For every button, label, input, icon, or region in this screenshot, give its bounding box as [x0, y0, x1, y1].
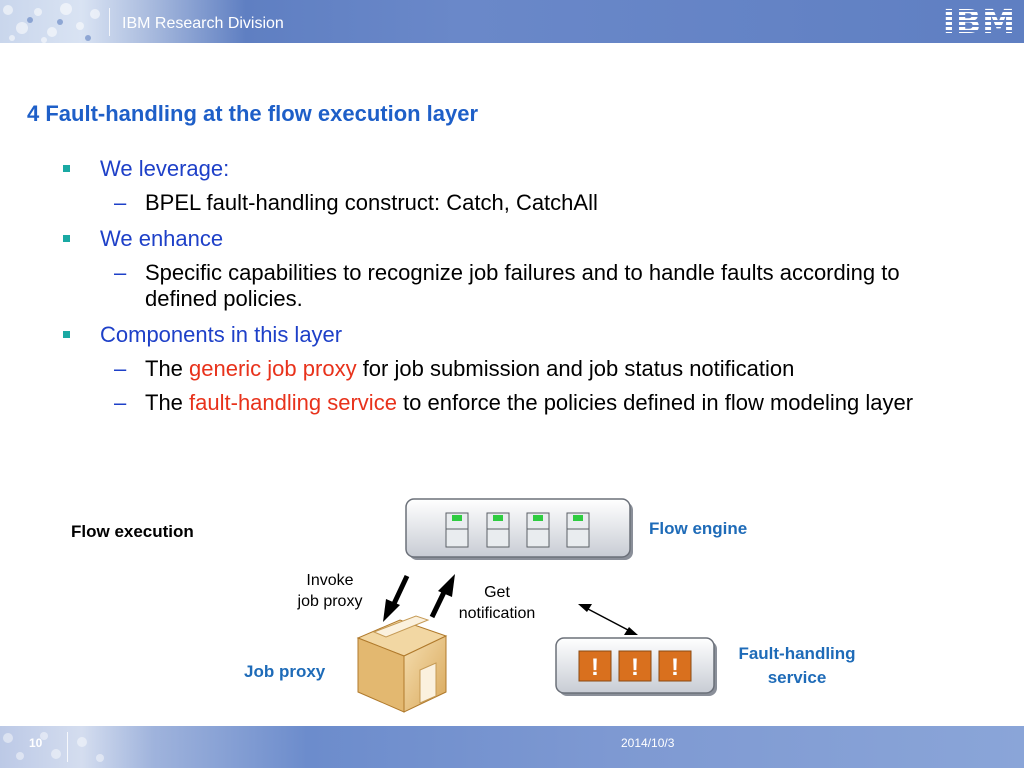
footer-separator: [67, 732, 68, 762]
dash-marker-icon: –: [114, 190, 127, 215]
bullet-square-icon: [63, 331, 70, 338]
flow-engine-server-icon: [406, 499, 633, 560]
flow-engine-label: Flow engine: [649, 519, 748, 538]
ibm-logo: IBM: [942, 2, 1016, 41]
header-separator: [109, 8, 110, 36]
sub-bullet-text: Specific capabilities to recognize job failures and to handle faults according to defined policies.: [145, 260, 900, 311]
invoke-label-line: Invoke: [306, 572, 354, 589]
invoke-label-line: job proxy: [297, 593, 363, 610]
bullet-square-icon: [63, 165, 70, 172]
sub-bullet-item: [62, 356, 962, 382]
fault-handling-line: service: [767, 668, 827, 687]
sub-bullet-text: The: [145, 390, 190, 415]
bullet-item: [62, 322, 962, 348]
server-slot-icon: [567, 513, 589, 547]
dash-marker-icon: –: [114, 356, 127, 381]
slide-title: 4 Fault-handling at the flow execution layer: [27, 101, 479, 126]
get-notification-line: Get: [484, 584, 510, 601]
sub-bullet-item: [62, 260, 962, 312]
alert-glyph: !: [671, 654, 679, 681]
sub-bullet-text: to enforce the policies defined in flow modeling layer: [396, 390, 914, 415]
bullet-text: We leverage:: [100, 156, 230, 181]
get-notification-line: notification: [458, 605, 536, 622]
alert-glyph: !: [591, 654, 599, 681]
dash-marker-icon: –: [114, 390, 127, 415]
slide-date: 2014/10/3: [621, 736, 675, 750]
job-proxy-label: Job proxy: [244, 662, 326, 681]
footer-band: [0, 726, 1024, 768]
bullet-item: [62, 226, 962, 252]
highlighted-term: fault-handling service: [189, 390, 397, 415]
alert-glyph: !: [631, 654, 639, 681]
bullet-text: Components in this layer: [100, 322, 343, 347]
fault-handling-server-icon: [556, 638, 717, 696]
dash-marker-icon: –: [114, 260, 127, 285]
sub-bullet-text: BPEL fault-handling construct: Catch, CatchAll: [145, 190, 598, 215]
fault-handling-label: [722, 642, 872, 690]
server-slot-icon: [527, 513, 549, 547]
header-band: [0, 0, 1024, 43]
get-notification-label: [442, 582, 552, 624]
bullet-square-icon: [63, 235, 70, 242]
sub-bullet-item: [62, 390, 962, 416]
sub-bullet-item: [62, 190, 962, 216]
page-number: 10: [29, 736, 43, 750]
bidirectional-arrow-icon: [578, 604, 638, 635]
flow-diagram: [0, 470, 1024, 720]
highlighted-term: generic job proxy: [189, 356, 357, 381]
sub-bullet-text: for job submission and job status notification: [356, 356, 795, 381]
fault-handling-line: Fault-handling: [738, 644, 856, 663]
package-box-icon: [358, 616, 446, 712]
bullet-text: We enhance: [100, 226, 224, 251]
invoke-arrow-icon: [383, 576, 407, 622]
server-slot-icon: [446, 513, 468, 547]
flow-execution-label: Flow execution: [71, 522, 194, 541]
footer-dot-pattern: [0, 726, 120, 768]
bullet-list: [62, 156, 962, 426]
sub-bullet-text: The: [145, 356, 190, 381]
invoke-label: [280, 570, 380, 612]
bullet-item: [62, 156, 962, 182]
header-dot-pattern: [0, 0, 130, 43]
server-slot-icon: [487, 513, 509, 547]
division-name: IBM Research Division: [122, 15, 284, 32]
